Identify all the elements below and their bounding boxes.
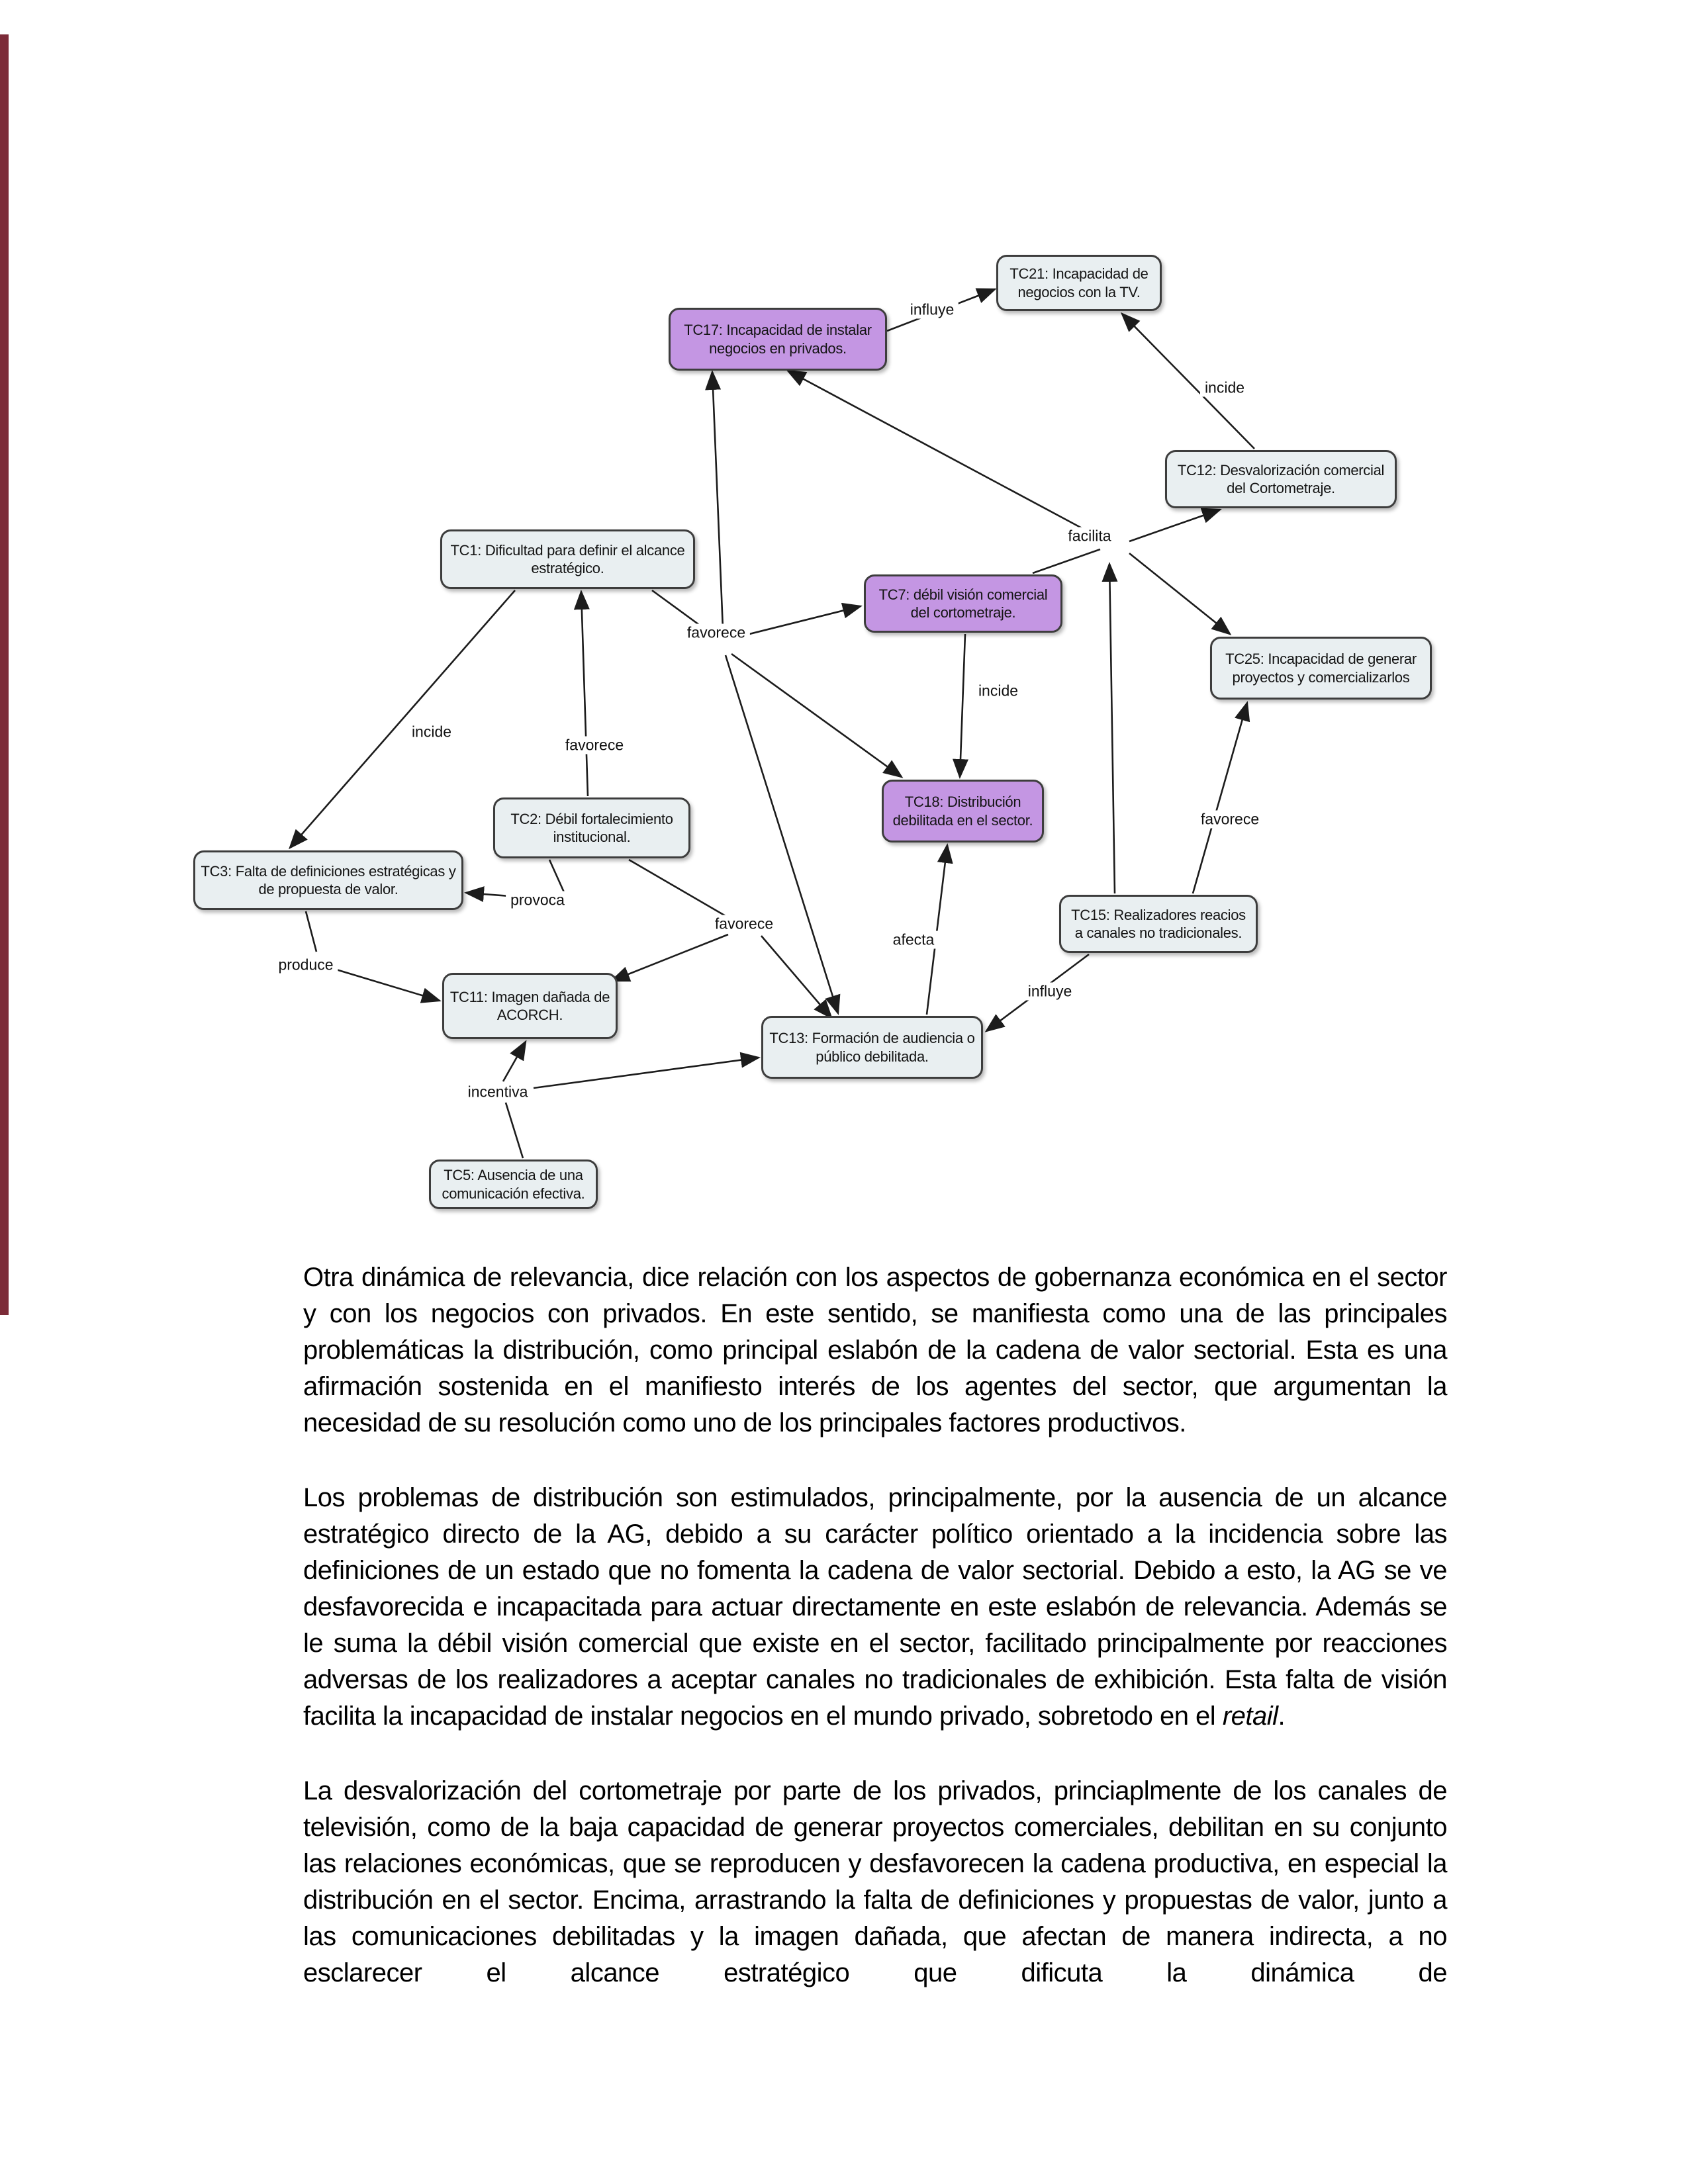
edge-line: [1129, 510, 1220, 541]
edge-label: produce: [273, 956, 338, 974]
edge-label: incide: [407, 723, 456, 741]
concept-node-tc17: TC17: Incapacidad de instalar negocios en privados.: [669, 308, 887, 371]
edge-line: [534, 1058, 759, 1088]
text-run: .: [1278, 1702, 1286, 1731]
text-run: Otra dinámica de relevancia, dice relación con los aspectos de gobernanza económica en el sector y con los negocios con privados. En este sentido, se manifiesta como una de las principales problemáticas la distribución, como principal eslabón de la cadena de valor sectorial. Esta es una afirmación sostenida en el manifiesto interés de los agentes del sector, que argumentan la necesidad de su resolución como uno de los principales factores productivos.: [303, 1263, 1447, 1437]
italic-text: retail: [1222, 1702, 1278, 1731]
concept-node-tc25: TC25: Incapacidad de generar proyectos y comercializarlos: [1210, 637, 1432, 700]
edge-line: [1033, 549, 1100, 573]
concept-node-tc18: TC18: Distribución debilitada en el sector.: [882, 780, 1044, 842]
edge-label: favorece: [1196, 811, 1264, 829]
edge-line: [290, 590, 515, 848]
body-text: [303, 1259, 1447, 2030]
edge-line: [549, 860, 564, 892]
concept-node-tc7: TC7: débil visión comercial del cortometraje.: [864, 574, 1062, 633]
edge-label: facilita: [1063, 527, 1115, 545]
edge-line: [1109, 564, 1115, 893]
edge-line: [506, 1103, 523, 1158]
concept-node-tc13: TC13: Formación de audiencia o público debilitada.: [761, 1016, 983, 1079]
edge-line: [1193, 703, 1247, 893]
edge-label: favorece: [710, 915, 778, 933]
edge-line: [629, 860, 730, 919]
concept-node-tc15: TC15: Realizadores reacios a canales no tradicionales.: [1059, 895, 1258, 953]
edge-line: [466, 893, 510, 896]
edge-label: influye: [1023, 983, 1076, 1001]
edge-label: provoca: [506, 891, 569, 909]
edge-label: afecta: [888, 931, 939, 949]
body-paragraph: [303, 1773, 1447, 1991]
edge-label: incide: [974, 682, 1023, 700]
edge-label: favorece: [561, 737, 628, 754]
concept-node-tc2: TC2: Débil fortalecimiento institucional.: [493, 797, 690, 858]
body-paragraph: [303, 1480, 1447, 1735]
concept-node-tc21: TC21: Incapacidad de negocios con la TV.: [996, 255, 1162, 311]
edge-label: incide: [1200, 379, 1249, 397]
edge-line: [1129, 553, 1230, 634]
edge-label: favorece: [682, 624, 750, 642]
edge-line: [927, 845, 947, 1015]
concept-node-tc3: TC3: Falta de definiciones estratégicas y de propuesta de valor.: [193, 850, 463, 910]
edge-label: influye: [906, 301, 959, 319]
edge-line: [330, 968, 440, 1001]
edge-label: incentiva: [463, 1083, 533, 1101]
text-run: La desvalorización del cortometraje por parte de los privados, princiaplmente de los canales de televisión, como de la baja capacidad de generar proyectos comerciales, debilitan en su conjunto las relaciones económicas, que se reproducen y desfavorecen la cadena productiva, en especial la distribución en el sector. Encima, arrastrando la falta de definiciones y propuestas de valor, junto a las comunicaciones debilitadas y la imagen dañada, que afectan de manera indirecta, a no esclarecer el alcance estratégico que dificuta la dinámica de: [303, 1776, 1447, 1987]
edge-line: [306, 911, 316, 952]
edge-line: [960, 634, 965, 777]
edge-line: [581, 592, 588, 796]
edge-line: [612, 934, 728, 981]
concept-node-tc1: TC1: Dificultad para definir el alcance estratégico.: [440, 529, 695, 589]
edge-line: [503, 1042, 526, 1081]
edge-line: [712, 372, 723, 629]
concept-node-tc12: TC12: Desvalorización comercial del Cortometraje.: [1165, 450, 1397, 508]
edge-line: [736, 606, 861, 637]
edge-line: [788, 371, 1104, 540]
concept-node-tc11: TC11: Imagen dañada de ACORCH.: [442, 973, 618, 1039]
text-run: Los problemas de distribución son estimulados, principalmente, por la ausencia de un alcance estratégico directo de la AG, debido a su carácter político orientado a la incidencia sobre las definiciones de un estado que no fomenta la cadena de valor sectorial. Debido a esto, la AG se ve desfavorecida e incapacitada para actuar directamente en este eslabón de relevancia. Además se le suma la débil visión comercial que existe en el sector, facilitado principalmente por reacciones adversas de los realizadores a aceptar canales no tradicionales de exhibición. Esta falta de visión facilita la incapacidad de instalar negocios en el mundo privado, sobretodo en el: [303, 1483, 1447, 1731]
edge-line: [761, 936, 831, 1018]
concept-node-tc5: TC5: Ausencia de una comunicación efectiva.: [429, 1160, 598, 1209]
edge-line: [731, 654, 902, 777]
body-paragraph: [303, 1259, 1447, 1441]
